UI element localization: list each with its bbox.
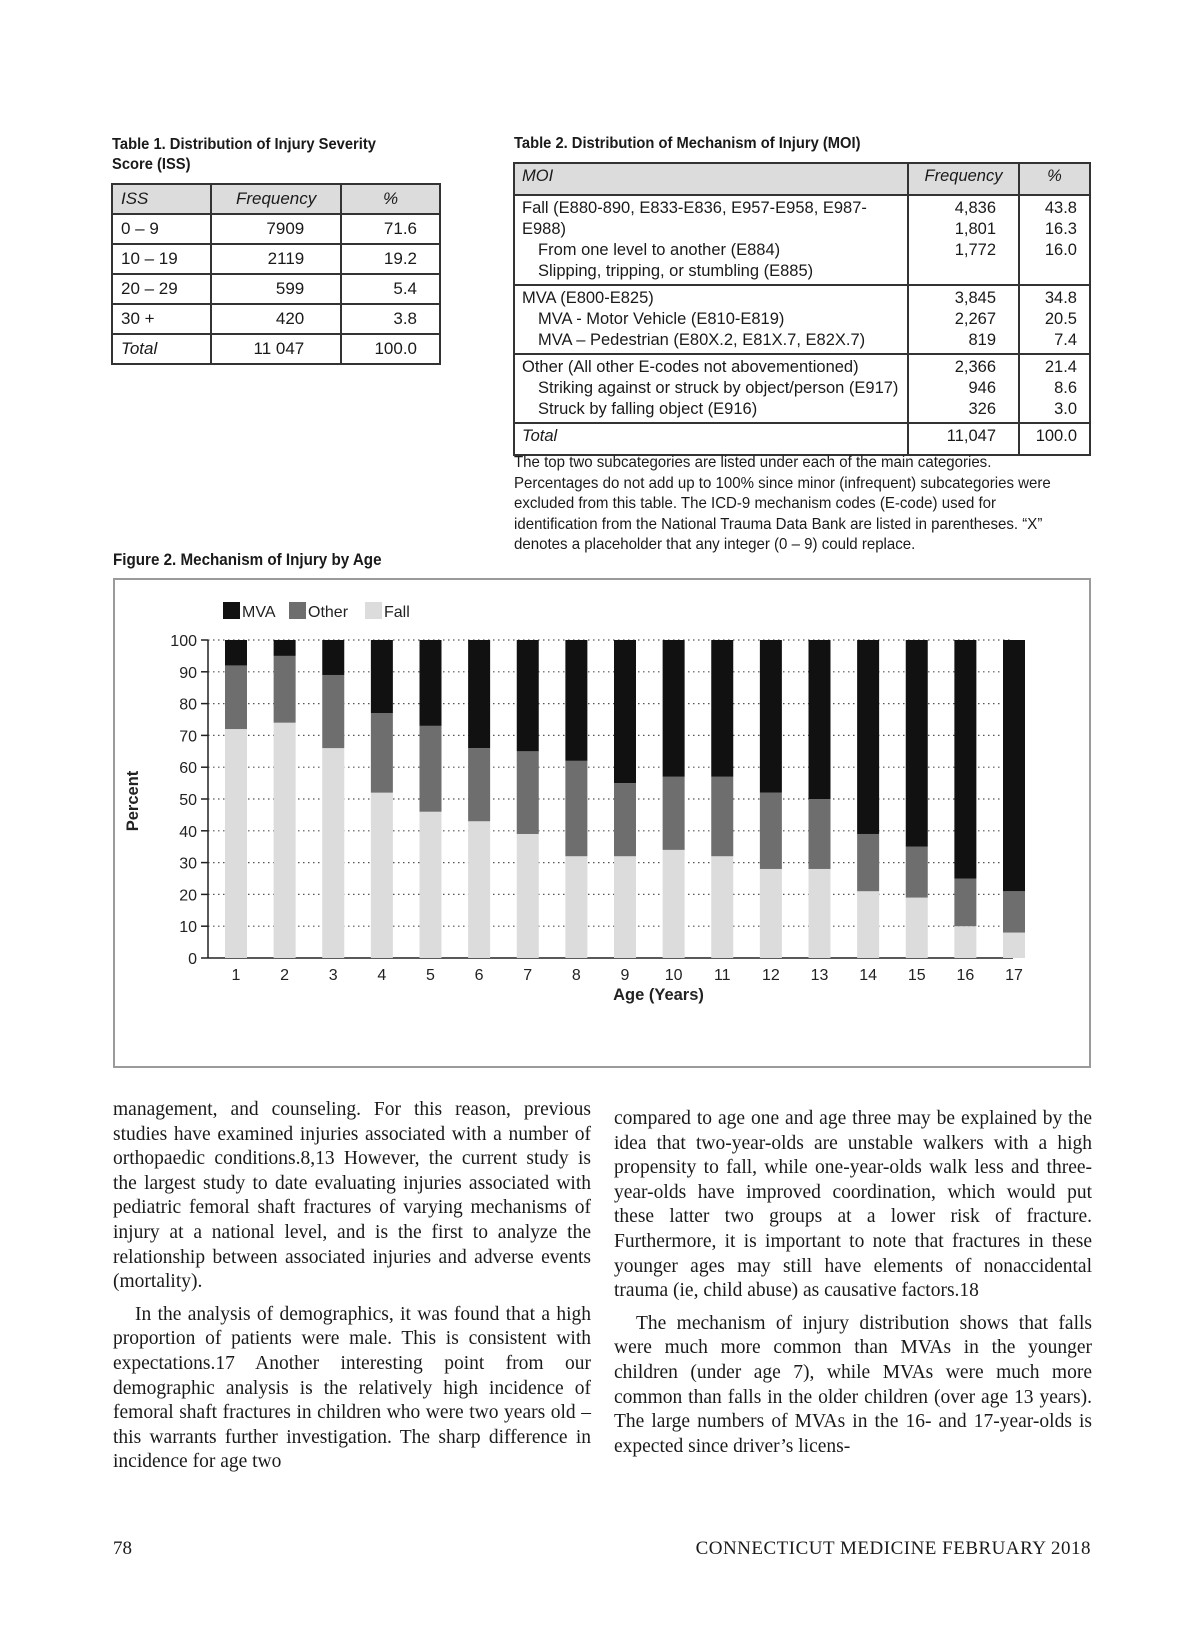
bar-segment-mva	[614, 640, 636, 783]
moi-percents	[1019, 285, 1090, 354]
table2-note: The top two subcategories are listed under each of the main categories. Percentages do not add up to 100% since minor (infrequent) subcategories were excluded from this table. The ICD-9 mechanism codes (E-code) used for identification from the National Trauma Data Bank are listed in parentheses. “X” denotes a placeholder that any integer (0 – 9) could replace.	[514, 454, 1051, 553]
table1	[111, 183, 441, 365]
bar-segment-other	[760, 793, 782, 869]
table-row	[112, 244, 440, 274]
legend-label-other: Other	[308, 604, 349, 621]
iss-range: 20 – 29	[112, 274, 211, 304]
bar-segment-other	[1003, 891, 1025, 932]
y-tick-label: 40	[179, 823, 197, 841]
moi-percent: 8.6	[1054, 379, 1077, 397]
iss-frequency: 7909	[211, 214, 341, 244]
bar-segment-fall	[565, 856, 587, 958]
moi-sub-label: From one level to another (E884)	[538, 241, 781, 259]
body-column-left	[113, 1098, 591, 1475]
total-frequency: 11 047	[211, 334, 341, 364]
iss-range: 10 – 19	[112, 244, 211, 274]
table2-header-moi: MOI	[514, 163, 908, 195]
total-percent: 100.0	[1019, 423, 1090, 455]
table1-header-iss: ISS	[112, 184, 211, 214]
figure-title: Figure 2. Mechanism of Injury by Age	[113, 551, 382, 569]
moi-frequency: 1,801	[954, 220, 996, 238]
bar-segment-other	[420, 726, 442, 812]
moi-group-other	[514, 354, 1090, 423]
y-tick-label: 100	[170, 633, 197, 650]
y-tick-label: 80	[179, 696, 197, 714]
moi-labels	[514, 285, 908, 354]
bar-segment-mva	[468, 640, 490, 748]
moi-frequency: 1,772	[954, 241, 996, 259]
moi-percent: 7.4	[1054, 331, 1077, 349]
moi-percents	[1019, 354, 1090, 423]
x-tick-label: 3	[328, 967, 338, 984]
mechanism-by-age-chart	[113, 578, 1091, 1068]
bar-segment-mva	[371, 640, 393, 713]
moi-percent: 34.8	[1044, 289, 1077, 307]
table2-title: Table 2. Distribution of Mechanism of Injury (MOI)	[514, 135, 861, 152]
bar-segment-mva	[322, 640, 344, 675]
x-tick-label: 14	[859, 967, 878, 984]
iss-frequency: 420	[211, 304, 341, 334]
body-column-right	[614, 1107, 1092, 1459]
moi-sub-label: Slipping, tripping, or stumbling (E885)	[538, 262, 814, 280]
y-tick-label: 70	[179, 728, 197, 746]
bar-segment-mva	[517, 640, 539, 751]
moi-percents	[1019, 195, 1090, 285]
moi-labels	[514, 354, 908, 423]
bar-segment-other	[954, 879, 976, 927]
bar-segment-other	[468, 748, 490, 821]
bar-segment-fall	[225, 729, 247, 958]
moi-frequency: 3,845	[954, 289, 996, 307]
body-paragraph: compared to age one and age three may be explained by the idea that two-year-olds are unstable walkers with a high propensity to fall, while one-year-olds walk less and three-year-olds have improved coordination, which would put these latter two groups at a lower risk of fracture. Furthermore, it is important to note that fractures in these younger ages may still have elements of nonaccidental trauma (ie, child abuse) as causative factors.18	[614, 1108, 1092, 1302]
table2-header-frequency: Frequency	[908, 163, 1019, 195]
table1-title: Table 1. Distribution of Injury Severity Score (ISS)	[112, 136, 376, 173]
iss-range: 30 +	[112, 304, 211, 334]
bar-segment-fall	[1003, 933, 1025, 958]
moi-frequencies	[908, 285, 1019, 354]
bar-segment-other	[371, 713, 393, 793]
bar-segment-other	[565, 761, 587, 856]
moi-main-label: MVA (E800-E825)	[522, 289, 654, 307]
bar-segment-mva	[760, 640, 782, 793]
moi-percent: 3.0	[1054, 400, 1077, 418]
moi-frequency: 4,836	[954, 199, 996, 217]
bar-segment-other	[274, 656, 296, 723]
y-tick-label: 50	[179, 792, 197, 809]
x-tick-label: 5	[426, 967, 435, 984]
bar-segment-other	[663, 777, 685, 850]
y-axis-title: Percent	[124, 770, 142, 832]
legend-swatch-mva	[223, 602, 240, 619]
bar-segment-other	[906, 847, 928, 898]
x-tick-label: 1	[231, 967, 241, 984]
x-tick-label: 2	[280, 967, 290, 984]
bar-segment-mva	[809, 640, 831, 799]
moi-percent: 16.0	[1044, 241, 1077, 259]
table1-header-frequency: Frequency	[211, 184, 341, 214]
x-tick-label: 7	[523, 967, 533, 984]
legend-label-mva: MVA	[242, 604, 276, 621]
iss-percent: 19.2	[341, 244, 440, 274]
y-tick-label: 20	[179, 887, 197, 905]
table1-header-percent: %	[341, 184, 440, 214]
body-paragraph: The mechanism of injury distribution shows that falls were much more common than MVAs in the younger children (under age 7), while MVAs were much more common than falls in the older children (over age 13 years). The large numbers of MVAs in the 16- and 17-year-olds is expected since driver’s licens-	[614, 1312, 1092, 1457]
bar-segment-mva	[663, 640, 685, 777]
bar-segment-fall	[322, 748, 344, 958]
x-tick-label: 11	[713, 967, 731, 984]
moi-frequencies	[908, 354, 1019, 423]
moi-group-fall	[514, 195, 1090, 285]
x-tick-label: 16	[956, 967, 975, 984]
bar-segment-mva	[420, 640, 442, 726]
moi-group-mva	[514, 285, 1090, 354]
bar-segment-fall	[954, 926, 976, 958]
moi-frequency: 2,267	[954, 310, 996, 328]
moi-main-label: Other (All other E-codes not abovementioned)	[522, 358, 859, 376]
bar-segment-fall	[857, 891, 879, 958]
table-row	[112, 274, 440, 304]
table2	[513, 162, 1091, 456]
table2-total-row	[514, 423, 1090, 455]
bar-segment-mva	[274, 640, 296, 656]
bar-segment-mva	[857, 640, 879, 834]
y-tick-label: 90	[179, 664, 197, 682]
page-number: 78	[113, 1538, 132, 1559]
x-tick-label: 12	[761, 967, 780, 984]
moi-sub-label: Struck by falling object (E916)	[538, 400, 758, 418]
total-label: Total	[514, 423, 908, 455]
table1-total-row	[112, 334, 440, 364]
bar-segment-mva	[565, 640, 587, 761]
table-row	[112, 304, 440, 334]
bar-segment-fall	[906, 898, 928, 958]
x-tick-label: 15	[907, 967, 926, 984]
bar-segment-fall	[517, 834, 539, 958]
bar-segment-fall	[760, 869, 782, 958]
moi-frequency: 946	[968, 379, 996, 397]
iss-percent: 5.4	[341, 274, 440, 304]
bar-segment-other	[517, 751, 539, 834]
bar-segment-other	[225, 665, 247, 729]
bar-segment-fall	[274, 723, 296, 958]
bar-segment-mva	[1003, 640, 1025, 891]
moi-sub-label: MVA – Pedestrian (E80X.2, E81X.7, E82X.7)	[538, 331, 866, 349]
x-tick-label: 10	[664, 967, 683, 984]
moi-percent: 20.5	[1044, 310, 1077, 328]
bar-segment-other	[809, 799, 831, 869]
table2-header-percent: %	[1019, 163, 1090, 195]
bar-segment-other	[322, 675, 344, 748]
iss-percent: 71.6	[341, 214, 440, 244]
moi-percent: 21.4	[1044, 358, 1077, 376]
bar-segment-fall	[420, 812, 442, 958]
x-tick-label: 13	[810, 967, 829, 984]
moi-labels	[514, 195, 908, 285]
y-tick-label: 30	[179, 855, 197, 873]
bar-segment-fall	[711, 856, 733, 958]
moi-main-label: Fall (E880-890, E833-E836, E957-E958, E987-E988)	[522, 199, 867, 238]
bar-segment-fall	[468, 821, 490, 958]
total-percent: 100.0	[341, 334, 440, 364]
total-label: Total	[112, 334, 211, 364]
table1-header-row	[112, 184, 440, 214]
x-tick-label: 8	[571, 967, 581, 984]
x-tick-label: 17	[1005, 967, 1023, 984]
bar-segment-mva	[954, 640, 976, 879]
bar-segment-other	[711, 777, 733, 857]
bar-segment-fall	[809, 869, 831, 958]
moi-percent: 16.3	[1044, 220, 1077, 238]
table2-header-row	[514, 163, 1090, 195]
iss-range: 0 – 9	[112, 214, 211, 244]
bar-segment-fall	[614, 856, 636, 958]
iss-frequency: 2119	[211, 244, 341, 274]
legend-swatch-fall	[365, 602, 382, 619]
moi-frequencies	[908, 195, 1019, 285]
x-tick-label: 6	[474, 967, 484, 984]
bar-segment-mva	[225, 640, 247, 665]
total-frequency: 11,047	[908, 423, 1019, 455]
iss-frequency: 599	[211, 274, 341, 304]
y-tick-label: 0	[188, 951, 197, 968]
body-paragraph: management, and counseling. For this reason, previous studies have examined injuries associated with a number of orthopaedic conditions.8,13 However, the current study is the largest study to date evaluating injuries associated with pediatric femoral shaft fractures of varying mechanisms of injury at a national level, and is the first to analyze the relationship between associated injuries and adverse events (mortality).	[113, 1099, 591, 1293]
moi-sub-label: Striking against or struck by object/person (E917)	[538, 379, 899, 397]
bar-segment-fall	[663, 850, 685, 958]
y-tick-label: 60	[179, 760, 197, 778]
bar-segment-mva	[906, 640, 928, 847]
moi-percent: 43.8	[1044, 199, 1077, 217]
table-row	[112, 214, 440, 244]
moi-sub-label: MVA - Motor Vehicle (E810-E819)	[538, 310, 785, 328]
moi-frequency: 819	[968, 331, 996, 349]
moi-frequency: 2,366	[954, 358, 996, 376]
legend-swatch-other	[289, 602, 306, 619]
iss-percent: 3.8	[341, 304, 440, 334]
x-axis-title: Age (Years)	[613, 986, 704, 1004]
legend-label-fall: Fall	[384, 604, 410, 621]
bar-segment-other	[857, 834, 879, 891]
moi-frequency: 326	[968, 400, 996, 418]
bar-segment-other	[614, 783, 636, 856]
body-paragraph: In the analysis of demographics, it was found that a high proportion of patients were male. This is consistent with expectations.17 Another interesting point from our demographic analysis is the relatively high incidence of femoral shaft fractures in children who were two years old – this warrants further investigation. The sharp difference in incidence for age two	[113, 1303, 591, 1473]
running-head: CONNECTICUT MEDICINE FEBRUARY 2018	[695, 1538, 1091, 1559]
bar-segment-mva	[711, 640, 733, 777]
y-tick-label: 10	[179, 919, 197, 937]
x-tick-label: 9	[620, 967, 630, 984]
x-tick-label: 4	[377, 967, 387, 984]
bar-segment-fall	[371, 793, 393, 958]
